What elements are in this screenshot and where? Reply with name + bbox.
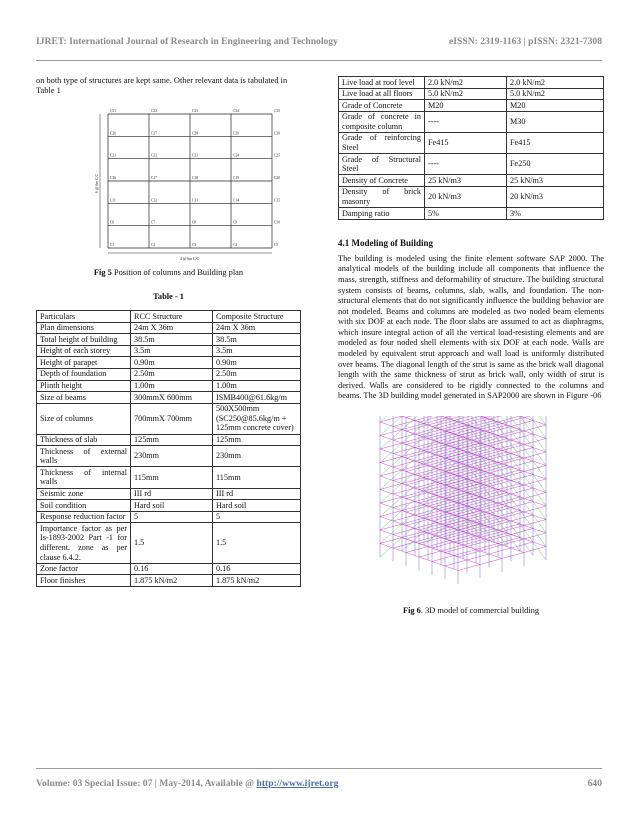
- column-label: C16: [110, 176, 116, 180]
- table-row: [339, 100, 604, 112]
- table-row: [37, 322, 301, 334]
- row-label-cell: Grade of Structural Steel: [339, 154, 425, 175]
- 3d-model-figure: [364, 416, 568, 600]
- column-label: C27: [151, 131, 157, 136]
- table-row: [339, 132, 604, 153]
- value-cell: 300mmX 600mm: [131, 392, 213, 404]
- table-row: [339, 154, 604, 175]
- header-cell: Particulars: [37, 311, 131, 323]
- table-row: [37, 345, 301, 357]
- row-label-cell: Density of Concrete: [339, 175, 425, 187]
- value-cell: 115mm: [213, 467, 301, 488]
- value-cell: 2.0 kN/m2: [425, 77, 507, 89]
- value-cell: 20 kN/m3: [507, 186, 604, 207]
- value-cell: 2.0 kN/m2: [507, 77, 604, 89]
- value-cell: 38.5m: [131, 334, 213, 346]
- column-label: C19: [233, 176, 239, 180]
- value-cell: 1.00m: [213, 380, 301, 392]
- table-title: Table - 1: [153, 292, 184, 301]
- value-cell: 230mm: [131, 446, 213, 467]
- dimension-label-y: 6 @ 6m C/C: [95, 173, 99, 193]
- value-cell: Fe415: [507, 132, 604, 153]
- table-row: [37, 334, 301, 346]
- header-cell: RCC Structure: [131, 311, 213, 323]
- column-label: C10: [274, 220, 280, 225]
- value-cell: 1.875 kN/m2: [131, 575, 213, 587]
- value-cell: Fe415: [425, 132, 507, 153]
- intro-text: on both type of structures are kept same. Other relevant data is tabulated in Table 1: [36, 76, 288, 95]
- value-cell: 24m X 36m: [131, 322, 213, 334]
- fig6-text: . 3D model of commercial building: [420, 606, 540, 616]
- column-label: C17: [151, 176, 157, 180]
- column-label: C3: [192, 243, 197, 247]
- value-cell: 0.16: [131, 563, 213, 575]
- column-label: C26: [110, 131, 116, 136]
- row-label-cell: Live load at all floors: [339, 88, 425, 100]
- table-row: [37, 434, 301, 446]
- table-header-row: [37, 311, 301, 323]
- row-label-cell: Live load at roof level: [339, 77, 425, 89]
- table-row: [339, 111, 604, 132]
- table-1-body: [37, 311, 301, 587]
- row-label-cell: Density of brick masonry: [339, 186, 425, 207]
- column-label: C12: [151, 198, 157, 203]
- column-label: C11: [110, 198, 116, 203]
- table-row: [37, 523, 301, 563]
- page-number: 640: [587, 778, 602, 789]
- column-label: C1: [110, 243, 115, 247]
- value-cell: 25 kN/m3: [507, 175, 604, 187]
- fig5-label: Fig 5: [93, 268, 112, 277]
- value-cell: M20: [507, 100, 604, 112]
- value-cell: 0.90m: [131, 357, 213, 369]
- table-row: [339, 175, 604, 187]
- value-cell: 2.50m: [213, 368, 301, 380]
- row-label-cell: Grade of Concrete: [339, 100, 425, 112]
- column-label: C28: [192, 131, 198, 136]
- section-title: 4.1 Modeling of Building: [338, 237, 434, 248]
- row-label-cell: Thickness of internal walls: [37, 467, 131, 488]
- row-label-cell: Soil condition: [37, 500, 131, 512]
- column-label: C24: [233, 153, 239, 158]
- value-cell: 125mm: [131, 434, 213, 446]
- column-label: C9: [233, 220, 238, 225]
- table-row: [37, 403, 301, 434]
- value-cell: 5.0 kN/m2: [507, 88, 604, 100]
- column-label: C29: [233, 131, 239, 136]
- table-1: [36, 310, 301, 587]
- value-cell: 3%: [507, 208, 604, 220]
- running-header: [36, 36, 602, 47]
- dimension-label-x: 4 @ 6m C/C: [180, 257, 200, 261]
- fig6-label: Fig 6: [402, 606, 421, 616]
- table-row: [37, 392, 301, 404]
- row-label-cell: Thickness of external walls: [37, 446, 131, 467]
- value-cell: 24m X 36m: [213, 322, 301, 334]
- column-label: C6: [110, 220, 115, 225]
- table-row: [339, 77, 604, 89]
- row-label-cell: Seismic zone: [37, 488, 131, 500]
- column-label: C21: [110, 153, 116, 158]
- table-row: [37, 563, 301, 575]
- row-label-cell: Grade of concrete in composite column: [339, 111, 425, 132]
- row-label-cell: Plinth height: [37, 380, 131, 392]
- fig5-caption: [36, 268, 301, 278]
- column-label: C2: [151, 243, 156, 247]
- column-label: C34: [233, 109, 239, 113]
- value-cell: 0.16: [213, 563, 301, 575]
- column-label: C18: [192, 176, 198, 180]
- column-label: C20: [274, 176, 280, 180]
- value-cell: 5.0 kN/m2: [425, 88, 507, 100]
- row-label-cell: Grade of reinforcing Steel: [339, 132, 425, 153]
- value-cell: III rd: [213, 488, 301, 500]
- header-cell: Composite Structure: [213, 311, 301, 323]
- value-cell: 500X500mm (SC250@85.6kg/m + 125mm concrete cover): [213, 403, 301, 434]
- section-paragraph: The building is modeled using the finite element software SAP 2000. The analytical models of the building include all components that influence the mass, strength, stiffness and deformability of structure. The building structural system consists of beams, columns, slab, walls, and foundation. The non-structural elements that do not significantly influence the building behavior are not modeled. Beams and columns are modeled as two noded beam elements with six DOF at each node. The floor slabs are assumed to act as diaphragms, which insure integral action of all the vertical load-resisting elements and are modeled as four noded shell elements with six DOF at each node. Walls are modeled by equivalent strut approach and wall load is uniformly distributed over beams. The diagonal length of the strut is same as the brick wall diagonal length with the same thickness of strut as brick wall, only width of strut is derived. Walls are considered to be rigidly connected to the columns and beams. The 3D building model generated in SAP2000 are shown in Figure -06: [338, 253, 604, 401]
- row-label-cell: Size of beams: [37, 392, 131, 404]
- value-cell: III rd: [131, 488, 213, 500]
- table-row: [37, 467, 301, 488]
- building-plan-figure: [82, 102, 282, 262]
- value-cell: 230mm: [213, 446, 301, 467]
- value-cell: ISMB400@61.6kg/m: [213, 392, 301, 404]
- footer-rule: [36, 768, 602, 769]
- value-cell: Fe250: [507, 154, 604, 175]
- value-cell: M20: [425, 100, 507, 112]
- footer-volume-text: Volume: 03 Special Issue: 07 | May-2014, Available @: [36, 778, 257, 789]
- row-label-cell: Depth of foundation: [37, 368, 131, 380]
- column-label: C25: [274, 153, 280, 158]
- header-rule: [36, 60, 602, 61]
- column-label: C23: [192, 153, 198, 158]
- table-row: [37, 511, 301, 523]
- left-column: [36, 76, 301, 587]
- column-label: C35: [274, 109, 280, 113]
- row-label-cell: Thickness of slab: [37, 434, 131, 446]
- value-cell: ----: [425, 111, 507, 132]
- table-1-continued: [338, 76, 604, 220]
- column-label: C7: [151, 220, 156, 225]
- table-1-continued-body: [339, 77, 604, 220]
- table-row: [37, 500, 301, 512]
- column-label: C33: [192, 109, 198, 113]
- column-label: C13: [192, 198, 198, 203]
- row-label-cell: Plan dimensions: [37, 322, 131, 334]
- row-label-cell: Height of each storey: [37, 345, 131, 357]
- column-label: C4: [233, 243, 238, 247]
- column-label: C32: [151, 109, 157, 113]
- fig5-text: Position of columns and Building plan: [111, 268, 244, 277]
- column-label: C22: [151, 153, 157, 158]
- table-row: [37, 357, 301, 369]
- table-row: [37, 446, 301, 467]
- table-row: [37, 380, 301, 392]
- table-row: [37, 488, 301, 500]
- footer-volume: [36, 778, 338, 789]
- row-label-cell: Importance factor as per Is-1893-2002 Part -1 for different. zone as per clause 6.4.2.: [37, 523, 131, 563]
- value-cell: ----: [425, 154, 507, 175]
- value-cell: 125mm: [213, 434, 301, 446]
- row-label-cell: Size of columns: [37, 403, 131, 434]
- row-label-cell: Response reduction factor: [37, 511, 131, 523]
- column-label: C30: [274, 131, 280, 136]
- frame-lines: [380, 416, 546, 584]
- journal-title: IJRET: International Journal of Research in Engineering and Technology: [36, 36, 338, 47]
- value-cell: 1.5: [213, 523, 301, 563]
- value-cell: 700mmX 700mm: [131, 403, 213, 434]
- table-row: [339, 186, 604, 207]
- value-cell: M30: [507, 111, 604, 132]
- journal-link[interactable]: http://www.ijret.org: [256, 778, 339, 789]
- table-row: [339, 208, 604, 220]
- value-cell: 5: [213, 511, 301, 523]
- column-label: C8: [192, 220, 197, 225]
- column-label: C15: [274, 198, 280, 203]
- value-cell: 0.90m: [213, 357, 301, 369]
- row-label-cell: Total height of building: [37, 334, 131, 346]
- table-row: [37, 368, 301, 380]
- row-label-cell: Height of parapet: [37, 357, 131, 369]
- issn: eISSN: 2319-1163 | pISSN: 2321-7308: [449, 36, 602, 47]
- value-cell: 5%: [425, 208, 507, 220]
- value-cell: Hard soil: [213, 500, 301, 512]
- value-cell: 3.5m: [213, 345, 301, 357]
- value-cell: 5: [131, 511, 213, 523]
- value-cell: 1.5: [131, 523, 213, 563]
- fig6-caption: [338, 606, 604, 616]
- right-column: [338, 76, 604, 616]
- row-label-cell: Zone factor: [37, 563, 131, 575]
- value-cell: 2.50m: [131, 368, 213, 380]
- table-row: [37, 575, 301, 587]
- value-cell: 25 kN/m3: [425, 175, 507, 187]
- value-cell: 1.00m: [131, 380, 213, 392]
- value-cell: 38.5m: [213, 334, 301, 346]
- column-label: C31: [110, 109, 116, 113]
- value-cell: 1.875 kN/m2: [213, 575, 301, 587]
- column-label: C5: [274, 243, 279, 247]
- value-cell: 115mm: [131, 467, 213, 488]
- column-label: C14: [233, 198, 239, 203]
- value-cell: 20 kN/m3: [425, 186, 507, 207]
- value-cell: Hard soil: [131, 500, 213, 512]
- value-cell: 3.5m: [131, 345, 213, 357]
- table-row: [339, 88, 604, 100]
- row-label-cell: Floor finishes: [37, 575, 131, 587]
- row-label-cell: Damping ratio: [339, 208, 425, 220]
- running-footer: [36, 778, 602, 789]
